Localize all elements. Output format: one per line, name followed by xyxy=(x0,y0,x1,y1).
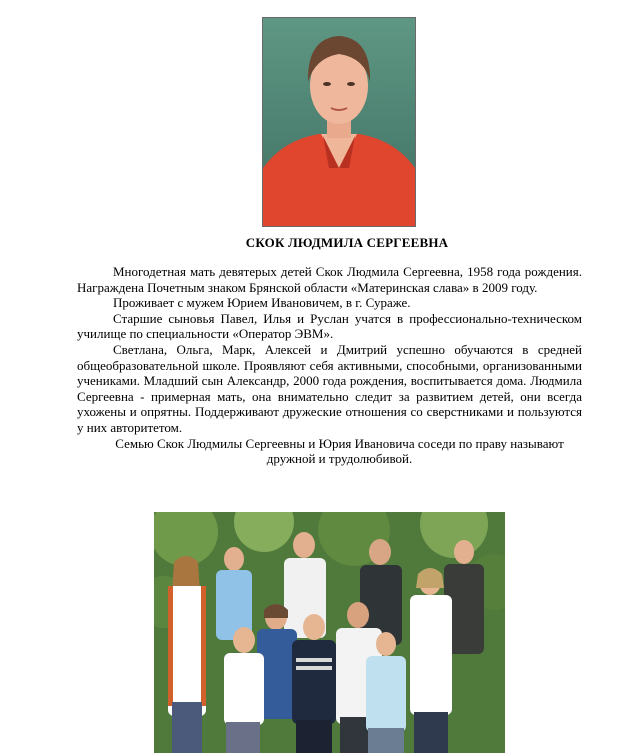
paragraph-older-sons: Старшие сыновья Павел, Илья и Руслан учатся в профессионально-техническом училище по специальности «Оператор ЭВМ». xyxy=(77,310,582,342)
family-photo xyxy=(154,512,505,753)
paragraph-residence: Проживает с мужем Юрием Ивановичем, в г. Сураже. xyxy=(113,295,411,311)
portrait-photo xyxy=(262,17,416,227)
paragraph-children: Светлана, Ольга, Марк, Алексей и Дмитрий успешно обучаются в средней общеобразовательной школе. Проявляют себя активными, способными, организованными учениками. Младший сын Александр, 2000 года рождения, воспитывается дома. Людмила Сергеевна - примерная мать, она внимательно следит за развитием детей, они всегда ухожены и опрятны. Поддерживают дружеские отношения со сверстниками и пользуются у них авторитетом. xyxy=(77,341,582,435)
person-name-heading: СКОК ЛЮДМИЛА СЕРГЕЕВНА xyxy=(245,235,449,250)
paragraph-closing: Семью Скок Людмилы Сергеевны и Юрия Ивановича соседи по праву называют дружной и трудолюбивой. xyxy=(115,435,564,467)
article-body xyxy=(77,264,582,467)
paragraph-intro: Многодетная мать девятерых детей Скок Людмила Сергеевна, 1958 года рождения. Награждена Почетным знаком Брянской области «Материнская слава» в 2009 году. xyxy=(77,264,582,295)
